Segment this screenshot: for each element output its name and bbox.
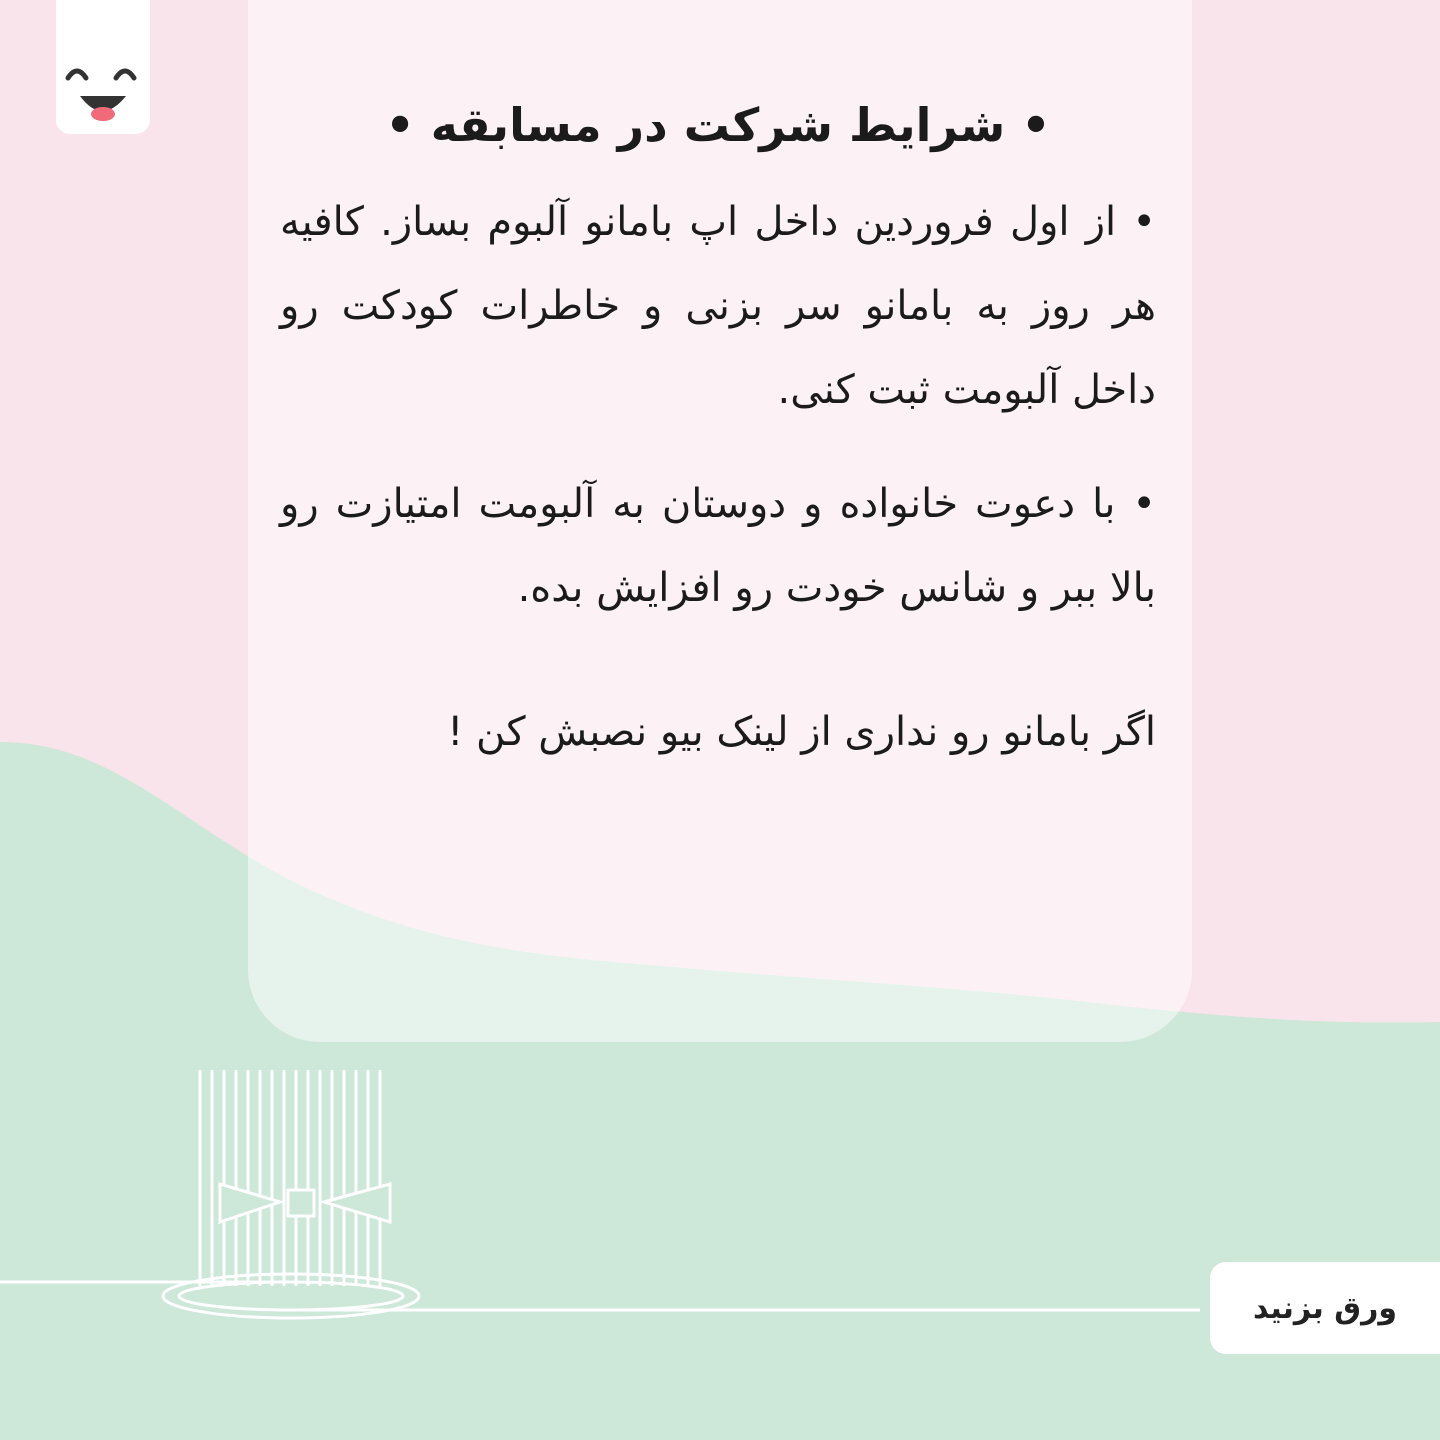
content-area (280, 80, 1156, 774)
birthday-cake-candles-icon (150, 1060, 450, 1330)
rule-paragraph-2: • با دعوت خانواده و دوستان به آلبومت امتیازت رو بالا ببر و شانس خودت رو افزایش بده. (280, 481, 1156, 611)
smiling-face-icon (56, 0, 150, 134)
install-call-to-action: اگر بامانو رو نداری از لینک بیو نصبش کن ! (447, 709, 1156, 755)
rule-paragraph-1: • از اول فروردین داخل اپ بامانو آلبوم بساز. کافیه هر روز به بامانو سر بزنی و خاطرات کودکت رو داخل آلبومت ثبت کنی. (280, 199, 1156, 413)
brand-logo (56, 0, 150, 134)
swipe-button[interactable]: ورق بزنید (1210, 1262, 1440, 1354)
page-title: • شرایط شرکت در مسابقه • (385, 98, 1051, 152)
